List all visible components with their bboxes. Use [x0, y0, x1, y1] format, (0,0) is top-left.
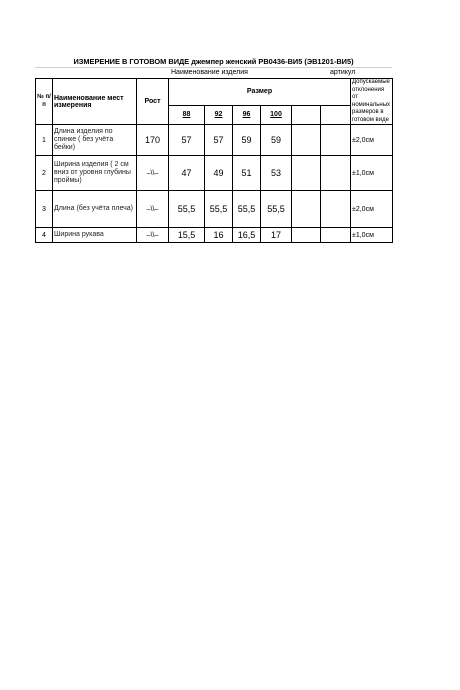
- row-height: –\\–: [137, 156, 169, 191]
- row-value: 47: [169, 156, 205, 191]
- row-value: 55,5: [169, 191, 205, 228]
- row-name: Длина (без учёта плеча): [53, 191, 137, 228]
- row-value: 16,5: [233, 228, 261, 243]
- row-empty-cell: [292, 228, 321, 243]
- row-height: –\\–: [137, 191, 169, 228]
- col-header-name: Наименование мест измерения: [53, 79, 137, 125]
- row-empty-cell: [292, 191, 321, 228]
- row-value: 55,5: [205, 191, 233, 228]
- row-value: 57: [205, 125, 233, 156]
- row-value: 16: [205, 228, 233, 243]
- col-header-size: Размер: [169, 79, 351, 106]
- sheet-subheader: [35, 68, 392, 78]
- row-value: 59: [261, 125, 292, 156]
- size-header-92: 92: [205, 105, 233, 124]
- row-empty-cell: [292, 125, 321, 156]
- row-num: 2: [36, 156, 53, 191]
- table-row: [36, 228, 393, 243]
- measurement-sheet: [35, 56, 392, 243]
- row-num: 3: [36, 191, 53, 228]
- row-value: 53: [261, 156, 292, 191]
- sheet-title: ИЗМЕРЕНИЕ В ГОТОВОМ ВИДЕ джемпер женский РВ0436-ВИ5 (ЭВ1201-ВИ5): [35, 56, 392, 68]
- row-empty-cell: [321, 228, 351, 243]
- row-num: 1: [36, 125, 53, 156]
- row-value: 49: [205, 156, 233, 191]
- row-tolerance: ±1,0см: [351, 228, 393, 243]
- col-header-num: № п/п: [36, 79, 53, 125]
- table-header-row: [36, 79, 393, 106]
- row-value: 55,5: [261, 191, 292, 228]
- article-label: артикул: [330, 69, 356, 76]
- col-header-height: Рост: [137, 79, 169, 125]
- measurement-table: [35, 78, 393, 243]
- size-header-100: 100: [261, 105, 292, 124]
- size-header-empty: [321, 105, 351, 124]
- row-empty-cell: [292, 156, 321, 191]
- row-height: –\\–: [137, 228, 169, 243]
- row-tolerance: ±2,0см: [351, 125, 393, 156]
- row-name: Длина изделия по спинке ( без учёта бейки): [53, 125, 137, 156]
- size-header-96: 96: [233, 105, 261, 124]
- row-height: 170: [137, 125, 169, 156]
- row-tolerance: ±1,0см: [351, 156, 393, 191]
- row-empty-cell: [321, 191, 351, 228]
- row-empty-cell: [321, 156, 351, 191]
- row-value: 51: [233, 156, 261, 191]
- row-value: 55,5: [233, 191, 261, 228]
- size-header-88: 88: [169, 105, 205, 124]
- row-value: 17: [261, 228, 292, 243]
- row-value: 59: [233, 125, 261, 156]
- size-header-empty: [292, 105, 321, 124]
- row-empty-cell: [321, 125, 351, 156]
- row-value: 57: [169, 125, 205, 156]
- table-row: [36, 125, 393, 156]
- table-row: [36, 156, 393, 191]
- row-value: 15,5: [169, 228, 205, 243]
- row-tolerance: ±2,0см: [351, 191, 393, 228]
- row-num: 4: [36, 228, 53, 243]
- row-name: Ширина рукава: [53, 228, 137, 243]
- col-header-tolerance: Допускаемые отклонения от номинальных размеров в готовом виде: [351, 79, 393, 125]
- product-name-label: Наименование изделия: [171, 69, 248, 76]
- table-row: [36, 191, 393, 228]
- row-name: Ширина изделия ( 2 см вниз от уровня глубины проймы): [53, 156, 137, 191]
